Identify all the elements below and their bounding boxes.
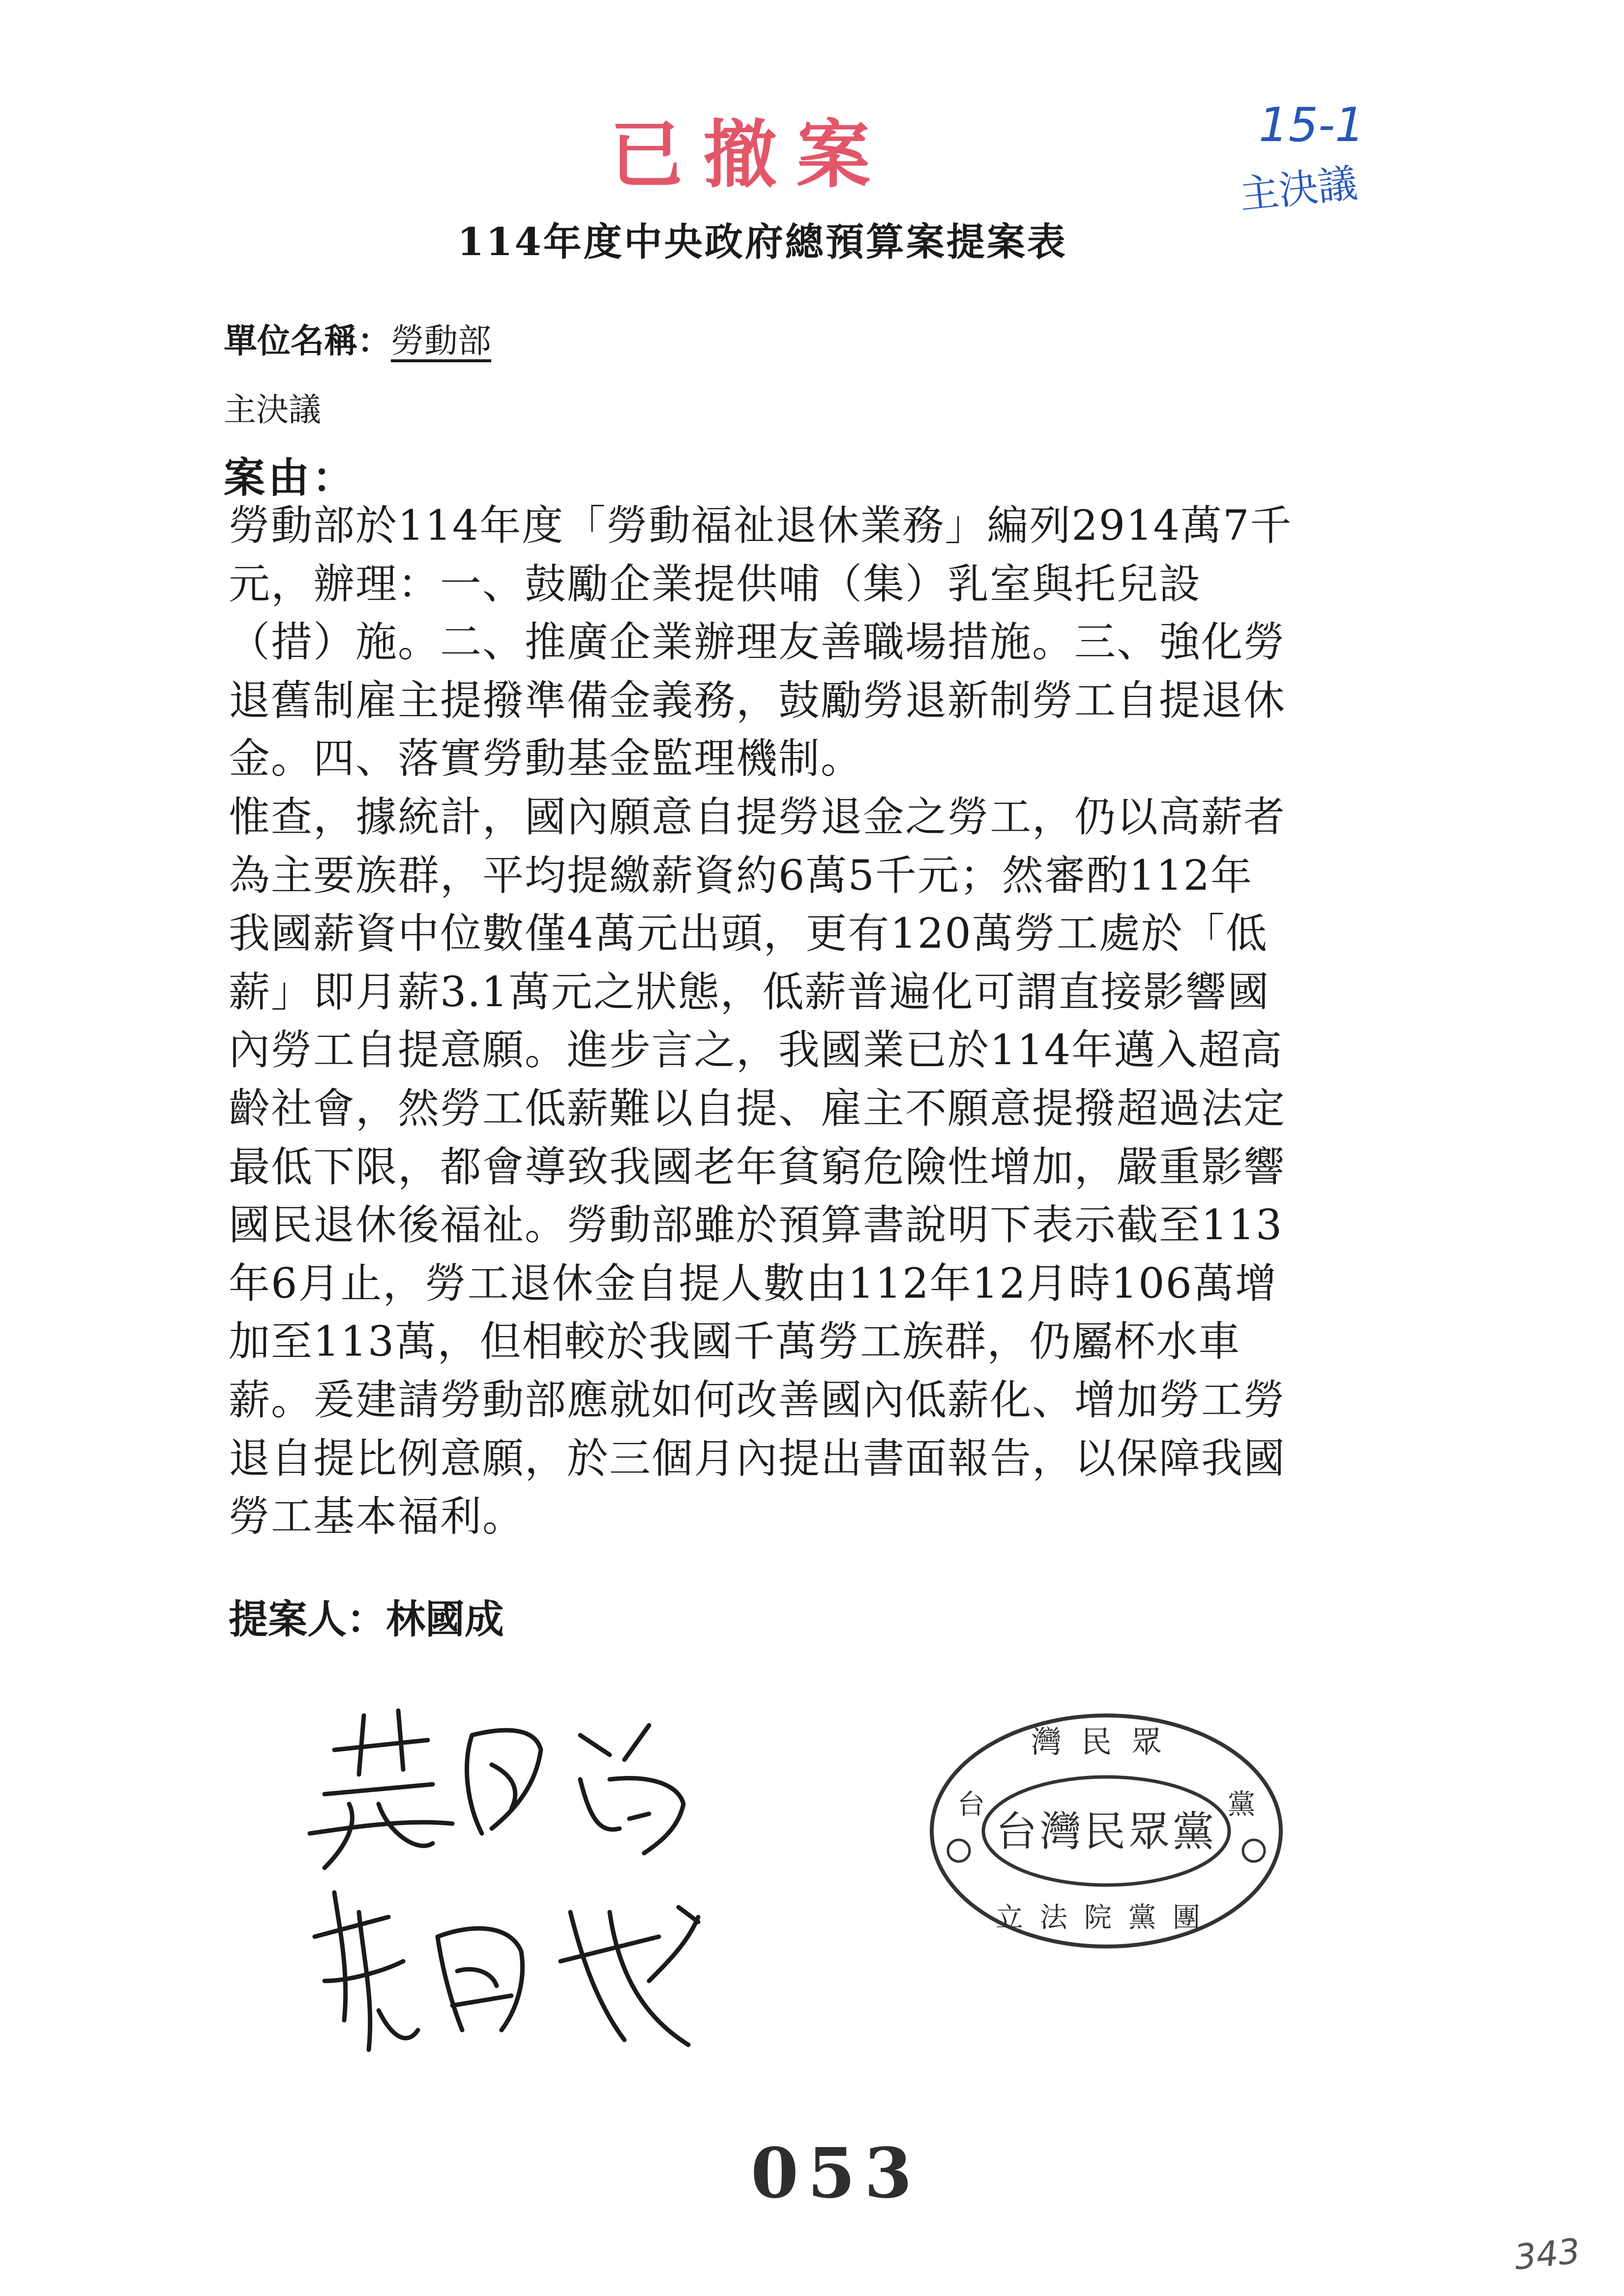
body-line: 勞工基本福利。 <box>229 1492 525 1541</box>
handwritten-annotation <box>1239 98 1396 226</box>
body-line: 為主要族群，平均提繳薪資約6萬5千元；然審酌112年 <box>229 851 1253 900</box>
proposer-name: 林國成 <box>386 1597 504 1642</box>
seal-top-text: 灣民眾 <box>1031 1724 1182 1760</box>
seal-left-char: 台 <box>957 1789 985 1821</box>
seal-bottom-text: 立法院黨團 <box>996 1902 1217 1934</box>
proposer-line <box>229 1588 504 1644</box>
body-line: 薪」即月薪3.1萬元之狀態，低薪普遍化可謂直接影響國 <box>229 967 1270 1016</box>
seal-right-char: 黨 <box>1228 1789 1255 1821</box>
unit-value: 勞動部 <box>391 322 492 361</box>
corner-note: 343 <box>1512 2231 1582 2278</box>
body-line: 我國薪資中位數僅4萬元出頭，更有120萬勞工處於「低 <box>229 909 1268 958</box>
reason-body <box>229 496 1340 1546</box>
handwritten-signatures <box>305 1706 747 2079</box>
body-line: 薪。爰建請勞動部應就如何改善國內低薪化、增加勞工勞 <box>229 1375 1286 1424</box>
body-line: 最低下限，都會導致我國老年貧窮危險性增加，嚴重影響 <box>229 1142 1286 1191</box>
seal-flower-right-icon <box>1243 1840 1265 1861</box>
seal-flower-left-icon <box>948 1840 970 1861</box>
body-line: 退自提比例意願，於三個月內提出書面報告，以保障我國 <box>229 1434 1286 1482</box>
body-line: 退舊制雇主提撥準備金義務，鼓勵勞退新制勞工自提退休 <box>229 676 1286 725</box>
body-line: 惟查，據統計，國內願意自提勞退金之勞工，仍以高薪者 <box>229 792 1286 841</box>
unit-line <box>224 315 491 359</box>
annotation-note: 主決議 <box>1237 160 1359 218</box>
body-line: 金。四、落實勞動基金監理機制。 <box>229 734 863 783</box>
body-line: 勞動部於114年度「勞動福祉退休業務」編列2914萬7千 <box>229 501 1293 550</box>
annotation-number: 15-1 <box>1259 98 1365 152</box>
proposal-category: 主決議 <box>224 391 321 429</box>
party-seal <box>922 1706 1291 1956</box>
reason-heading: 案由： <box>224 454 357 502</box>
body-line: 齡社會，然勞工低薪難以自提、雇主不願意提撥超過法定 <box>229 1084 1286 1133</box>
withdrawn-stamp: 已撤案 <box>610 112 890 198</box>
body-line: 加至113萬，但相較於我國千萬勞工族群，仍屬杯水車 <box>229 1317 1241 1366</box>
body-line: 元，辦理：一、鼓勵企業提供哺（集）乳室與托兒設 <box>229 559 1202 608</box>
unit-label: 單位名稱： <box>224 322 391 361</box>
body-line: 年6月止，勞工退休金自提人數由112年12月時106萬增 <box>229 1259 1277 1308</box>
body-line: 內勞工自提意願。進步言之，我國業已於114年邁入超高 <box>229 1026 1283 1075</box>
page-number: 053 <box>750 2133 921 2214</box>
proposer-label: 提案人： <box>229 1597 386 1642</box>
document-title: 114年度中央政府總預算案提案表 <box>457 220 1067 264</box>
seal-center-text: 台灣民眾黨 <box>995 1807 1217 1856</box>
body-line: 國民退休後福祉。勞動部雖於預算書說明下表示截至113 <box>229 1201 1283 1250</box>
body-line: （措）施。二、推廣企業辦理友善職場措施。三、強化勞 <box>229 618 1286 667</box>
